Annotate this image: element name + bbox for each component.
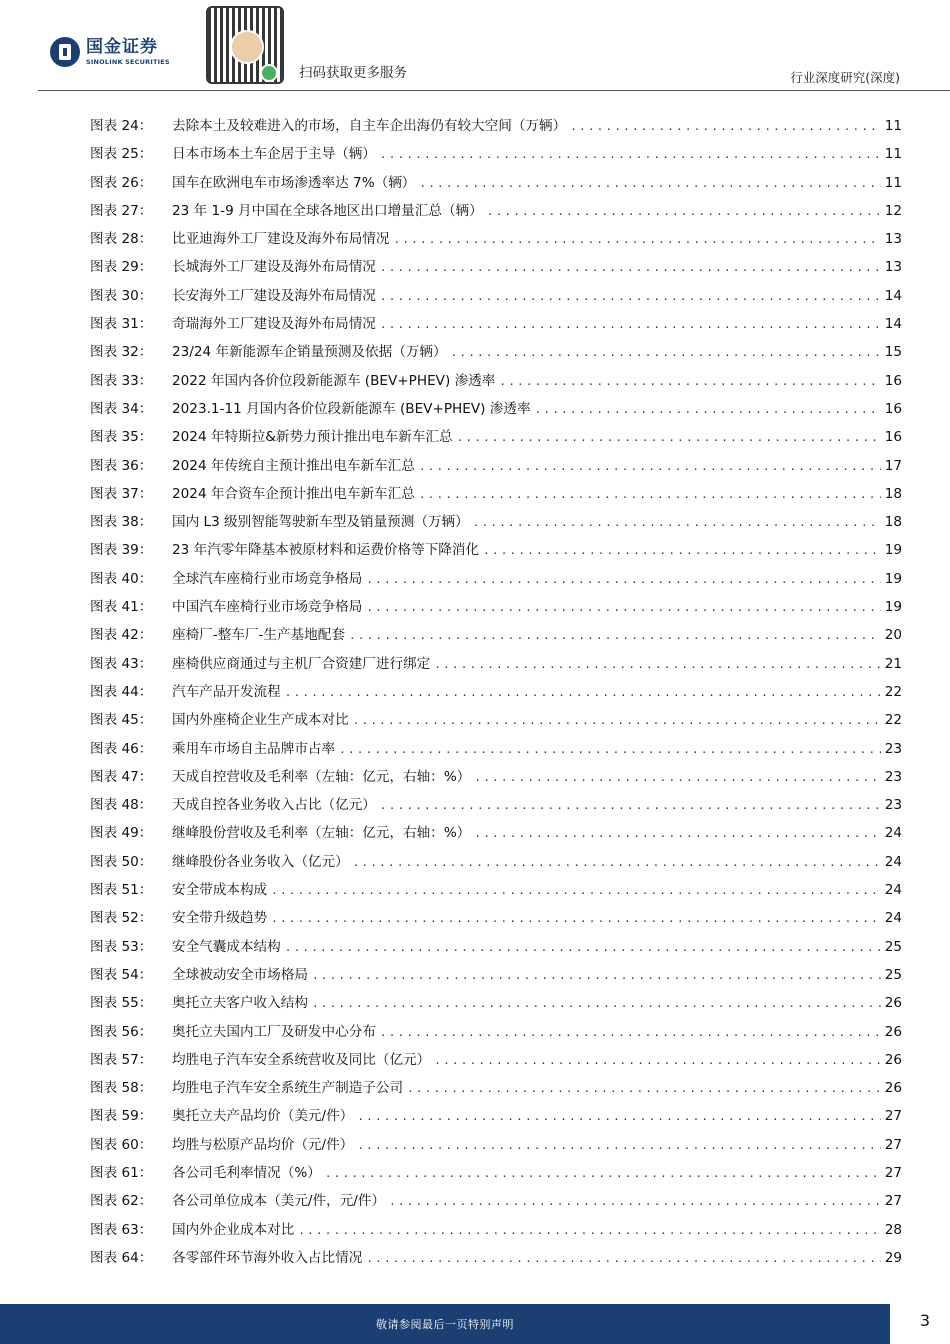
toc-entry-title: 安全气囊成本结构 — [172, 938, 281, 955]
toc-entry[interactable] — [90, 1131, 902, 1159]
toc-entry-label: 图表 45： — [90, 712, 153, 729]
toc-entry-page: 28 — [884, 1221, 902, 1238]
toc-entry-page: 16 — [884, 400, 902, 417]
toc-entry-page: 19 — [884, 570, 902, 587]
toc-entry-title: 乘用车市场自主品牌市占率 — [172, 740, 336, 757]
toc-entry-page: 27 — [884, 1108, 902, 1125]
toc-entry-page: 11 — [884, 146, 902, 163]
toc-dot-leader — [380, 283, 881, 311]
toc-entry-label: 图表 35： — [90, 429, 153, 446]
toc-entry-label: 图表 41： — [90, 599, 153, 616]
toc-entry[interactable] — [90, 593, 902, 621]
toc-entry-title: 座椅供应商通过与主机厂合资建厂进行绑定 — [172, 655, 431, 672]
toc-entry[interactable] — [90, 225, 902, 253]
toc-entry-title: 2024 年合资车企预计推出电车新车汇总 — [172, 485, 415, 502]
toc-entry-page: 19 — [884, 542, 902, 559]
toc-dot-leader — [380, 1019, 881, 1047]
toc-entry-title: 日本市场本土车企居于主导（辆） — [172, 146, 376, 163]
toc-entry-title: 2023.1-11 月国内各价位段新能源车 (BEV+PHEV) 渗透率 — [172, 400, 531, 417]
toc-entry[interactable] — [90, 650, 902, 678]
toc-entry-title: 长城海外工厂建设及海外布局情况 — [172, 259, 376, 276]
toc-entry-page: 27 — [884, 1164, 902, 1181]
toc-entry-label: 图表 51： — [90, 882, 153, 899]
toc-entry-label: 图表 55： — [90, 995, 153, 1012]
toc-entry[interactable] — [90, 1187, 902, 1215]
toc-entry-label: 图表 40： — [90, 570, 153, 587]
toc-entry-page: 22 — [884, 712, 902, 729]
footer-band — [0, 1304, 890, 1344]
toc-entry-title: 全球被动安全市场格局 — [172, 966, 308, 983]
toc-entry-label: 图表 33： — [90, 372, 153, 389]
toc-dot-leader — [312, 990, 881, 1018]
toc-entry[interactable] — [90, 452, 902, 480]
toc-entry-page: 16 — [884, 372, 902, 389]
toc-dot-leader — [357, 1132, 880, 1160]
toc-dot-leader — [366, 1245, 880, 1273]
toc-dot-leader — [434, 651, 880, 679]
toc-entry-label: 图表 64： — [90, 1249, 153, 1266]
toc-entry-label: 图表 26： — [90, 174, 153, 191]
toc-entry-page: 26 — [884, 1080, 902, 1097]
toc-entry-page: 29 — [884, 1249, 902, 1266]
toc-entry-page: 23 — [884, 768, 902, 785]
toc-entry-title: 天成自控各业务收入占比（亿元） — [172, 797, 376, 814]
toc-entry[interactable] — [90, 1244, 902, 1272]
toc-dot-leader — [271, 905, 881, 933]
toc-entry[interactable] — [90, 367, 902, 395]
toc-entry-title: 23/24 年新能源车企销量预测及依据（万辆） — [172, 344, 447, 361]
footer-disclaimer: 敬请参阅最后一页特别声明 — [376, 1318, 514, 1331]
toc-entry-title: 各公司毛利率情况（%） — [172, 1164, 321, 1181]
toc-dot-leader — [499, 368, 880, 396]
toc-dot-leader — [357, 1103, 880, 1131]
toc-entry-label: 图表 48： — [90, 797, 153, 814]
toc-entry-page: 14 — [884, 316, 902, 333]
toc-entry-label: 图表 63： — [90, 1221, 153, 1238]
toc-entry-page: 24 — [884, 910, 902, 927]
report-type-label: 行业深度研究(深度) — [790, 70, 900, 85]
toc-entry-label: 图表 36： — [90, 457, 153, 474]
toc-entry-label: 图表 53： — [90, 938, 153, 955]
toc-entry-page: 17 — [884, 457, 902, 474]
toc-dot-leader — [457, 424, 881, 452]
toc-entry[interactable] — [90, 565, 902, 593]
toc-dot-leader — [298, 1217, 880, 1245]
toc-entry[interactable] — [90, 961, 902, 989]
toc-dot-leader — [483, 537, 881, 565]
toc-dot-leader — [380, 311, 881, 339]
toc-entry-label: 图表 49： — [90, 825, 153, 842]
toc-dot-leader — [394, 226, 881, 254]
toc-entry-label: 图表 44： — [90, 683, 153, 700]
toc-dot-leader — [353, 849, 881, 877]
toc-entry-title: 23 年汽零年降基本被原材料和运费价格等下降消化 — [172, 542, 480, 559]
toc-entry-title: 继峰股份营收及毛利率（左轴：亿元，右轴：%） — [172, 825, 471, 842]
toc-entry[interactable] — [90, 169, 902, 197]
toc-entry-page: 26 — [884, 1023, 902, 1040]
toc-dot-leader — [419, 453, 881, 481]
toc-dot-leader — [339, 736, 881, 764]
toc-entry[interactable] — [90, 848, 902, 876]
toc-entry-page: 21 — [884, 655, 902, 672]
toc-entry-title: 安全带升级趋势 — [172, 910, 268, 927]
toc-dot-leader — [380, 792, 881, 820]
toc-entry[interactable] — [90, 735, 902, 763]
toc-entry-label: 图表 46： — [90, 740, 153, 757]
toc-entry-label: 图表 43： — [90, 655, 153, 672]
toc-entry[interactable] — [90, 904, 902, 932]
toc-entry-title: 2024 年特斯拉&新势力预计推出电车新车汇总 — [172, 429, 453, 446]
toc-dot-leader — [570, 113, 880, 141]
toc-entry-label: 图表 42： — [90, 627, 153, 644]
toc-dot-leader — [312, 962, 881, 990]
toc-dot-leader — [380, 254, 881, 282]
toc-dot-leader — [389, 1188, 881, 1216]
toc-entry-page: 23 — [884, 797, 902, 814]
toc-entry-label: 图表 34： — [90, 400, 153, 417]
toc-entry[interactable] — [90, 1018, 902, 1046]
toc-entry-label: 图表 60： — [90, 1136, 153, 1153]
toc-entry-title: 比亚迪海外工厂建设及海外布局情况 — [172, 231, 390, 248]
toc-entry-title: 长安海外工厂建设及海外布局情况 — [172, 287, 376, 304]
qr-code-icon — [206, 6, 284, 84]
toc-entry-label: 图表 28： — [90, 231, 153, 248]
toc-dot-leader — [473, 509, 881, 537]
toc-entry-title: 天成自控营收及毛利率（左轴：亿元，右轴：%） — [172, 768, 471, 785]
toc-entry-page: 11 — [884, 174, 902, 191]
toc-entry-title: 奥托立夫产品均价（美元/件） — [172, 1108, 354, 1125]
toc-dot-leader — [487, 198, 881, 226]
toc-entry-label: 图表 37： — [90, 485, 153, 502]
toc-entry-page: 20 — [884, 627, 902, 644]
toc-dot-leader — [353, 707, 881, 735]
toc-entry-title: 奥托立夫客户收入结构 — [172, 995, 308, 1012]
toc-entry[interactable] — [90, 480, 902, 508]
toc-entry-label: 图表 56： — [90, 1023, 153, 1040]
figure-index-list — [90, 112, 902, 1272]
toc-dot-leader — [419, 170, 880, 198]
toc-entry[interactable] — [90, 1216, 902, 1244]
toc-entry-title: 均胜电子汽车安全系统营收及同比（亿元） — [172, 1051, 431, 1068]
toc-entry-label: 图表 50： — [90, 853, 153, 870]
toc-dot-leader — [434, 1047, 880, 1075]
toc-entry-page: 26 — [884, 1051, 902, 1068]
toc-dot-leader — [474, 764, 880, 792]
toc-dot-leader — [366, 566, 880, 594]
toc-entry[interactable] — [90, 1159, 902, 1187]
toc-entry-title: 国内外座椅企业生产成本对比 — [172, 712, 349, 729]
toc-entry[interactable] — [90, 197, 902, 225]
toc-entry-page: 14 — [884, 287, 902, 304]
toc-entry-label: 图表 25： — [90, 146, 153, 163]
toc-entry-label: 图表 58： — [90, 1080, 153, 1097]
qr-center-logo-icon — [230, 30, 264, 64]
toc-entry[interactable] — [90, 876, 902, 904]
toc-dot-leader — [419, 481, 881, 509]
toc-entry-label: 图表 29： — [90, 259, 153, 276]
toc-entry-label: 图表 32： — [90, 344, 153, 361]
toc-entry[interactable] — [90, 989, 902, 1017]
toc-entry-title: 国车在欧洲电车市场渗透率达 7%（辆） — [172, 174, 416, 191]
toc-entry-label: 图表 30： — [90, 287, 153, 304]
toc-entry-title: 2024 年传统自主预计推出电车新车汇总 — [172, 457, 415, 474]
toc-entry-label: 图表 31： — [90, 316, 153, 333]
toc-entry-label: 图表 59： — [90, 1108, 153, 1125]
toc-entry[interactable] — [90, 395, 902, 423]
qr-caption: 扫码获取更多服务 — [299, 65, 407, 81]
toc-entry[interactable] — [90, 423, 902, 451]
toc-entry[interactable] — [90, 310, 902, 338]
toc-entry[interactable] — [90, 508, 902, 536]
toc-entry-title: 去除本土及较难进入的市场，自主车企出海仍有较大空间（万辆） — [172, 118, 567, 134]
toc-entry[interactable] — [90, 678, 902, 706]
toc-entry-title: 奥托立夫国内工厂及研发中心分布 — [172, 1023, 376, 1040]
toc-entry-title: 均胜与松原产品均价（元/件） — [172, 1136, 354, 1153]
toc-entry-title: 23 年 1-9 月中国在全球各地区出口增量汇总（辆） — [172, 202, 483, 219]
page-number: 3 — [919, 1311, 931, 1330]
toc-entry-title: 座椅厂-整车厂-生产基地配套 — [172, 627, 345, 644]
toc-entry-page: 24 — [884, 853, 902, 870]
toc-entry[interactable] — [90, 282, 902, 310]
toc-entry-label: 图表 39： — [90, 542, 153, 559]
toc-entry-page: 11 — [884, 118, 902, 134]
toc-entry[interactable] — [90, 933, 902, 961]
header-divider — [38, 90, 950, 91]
toc-entry-page: 25 — [884, 938, 902, 955]
toc-entry-page: 13 — [884, 259, 902, 276]
toc-entry-page: 19 — [884, 599, 902, 616]
toc-dot-leader — [535, 396, 881, 424]
toc-entry-title: 全球汽车座椅行业市场竞争格局 — [172, 570, 363, 587]
toc-entry-title: 汽车产品开发流程 — [172, 683, 281, 700]
toc-entry-title: 中国汽车座椅行业市场竞争格局 — [172, 599, 363, 616]
toc-entry-label: 图表 61： — [90, 1164, 153, 1181]
toc-entry[interactable] — [90, 1046, 902, 1074]
toc-dot-leader — [285, 679, 881, 707]
toc-dot-leader — [325, 1160, 881, 1188]
toc-entry-title: 国内外企业成本对比 — [172, 1221, 295, 1238]
qr-badge-icon — [260, 64, 278, 82]
toc-entry-label: 图表 57： — [90, 1051, 153, 1068]
toc-entry-page: 18 — [884, 514, 902, 531]
toc-entry-title: 继峰股份各业务收入（亿元） — [172, 853, 349, 870]
toc-entry[interactable] — [90, 1074, 902, 1102]
toc-entry-page: 24 — [884, 825, 902, 842]
toc-entry[interactable] — [90, 1102, 902, 1130]
toc-entry-label: 图表 52： — [90, 910, 153, 927]
toc-dot-leader — [271, 877, 881, 905]
toc-dot-leader — [285, 934, 881, 962]
company-logo — [50, 37, 170, 67]
toc-entry[interactable] — [90, 819, 902, 847]
toc-entry[interactable] — [90, 706, 902, 734]
toc-entry-page: 26 — [884, 995, 902, 1012]
toc-entry-title: 均胜电子汽车安全系统生产制造子公司 — [172, 1080, 404, 1097]
toc-entry-page: 15 — [884, 344, 902, 361]
toc-entry[interactable] — [90, 536, 902, 564]
toc-entry-page: 27 — [884, 1136, 902, 1153]
toc-entry-label: 图表 54： — [90, 966, 153, 983]
toc-dot-leader — [474, 820, 880, 848]
toc-entry-page: 16 — [884, 429, 902, 446]
toc-entry-page: 22 — [884, 683, 902, 700]
toc-entry[interactable] — [90, 763, 902, 791]
toc-dot-leader — [380, 141, 881, 169]
toc-entry-title: 奇瑞海外工厂建设及海外布局情况 — [172, 316, 376, 333]
toc-dot-leader — [407, 1075, 881, 1103]
toc-entry-title: 2022 年国内各价位段新能源车 (BEV+PHEV) 渗透率 — [172, 372, 496, 389]
toc-entry-label: 图表 62： — [90, 1193, 153, 1210]
toc-entry-title: 国内 L3 级别智能驾驶新车型及销量预测（万辆） — [172, 514, 469, 531]
toc-entry-title: 各公司单位成本（美元/件，元/件） — [172, 1193, 386, 1210]
toc-entry-page: 18 — [884, 485, 902, 502]
toc-entry-page: 27 — [884, 1193, 902, 1210]
toc-dot-leader — [349, 622, 881, 650]
toc-entry-label: 图表 47： — [90, 768, 153, 785]
toc-entry-page: 23 — [884, 740, 902, 757]
toc-entry-label: 图表 38： — [90, 514, 153, 531]
logo-english-name: SINOLINK SECURITIES — [86, 57, 170, 66]
toc-dot-leader — [451, 339, 881, 367]
page-header — [0, 0, 950, 95]
toc-entry-label: 图表 27： — [90, 202, 153, 219]
toc-entry[interactable] — [90, 253, 902, 281]
sinolink-logo-icon — [50, 37, 80, 67]
toc-entry-title: 安全带成本构成 — [172, 882, 268, 899]
toc-entry[interactable] — [90, 621, 902, 649]
toc-dot-leader — [366, 594, 880, 622]
toc-entry[interactable] — [90, 791, 902, 819]
toc-entry-page: 24 — [884, 882, 902, 899]
logo-chinese-name: 国金证券 — [86, 36, 158, 57]
toc-entry-label: 图表 24： — [90, 118, 153, 134]
toc-entry[interactable] — [90, 338, 902, 366]
toc-entry-page: 13 — [884, 231, 902, 248]
toc-entry[interactable] — [90, 140, 902, 168]
toc-entry[interactable] — [90, 112, 902, 140]
toc-entry-title: 各零部件环节海外收入占比情况 — [172, 1249, 363, 1266]
toc-entry-page: 12 — [884, 202, 902, 219]
toc-entry-page: 25 — [884, 966, 902, 983]
